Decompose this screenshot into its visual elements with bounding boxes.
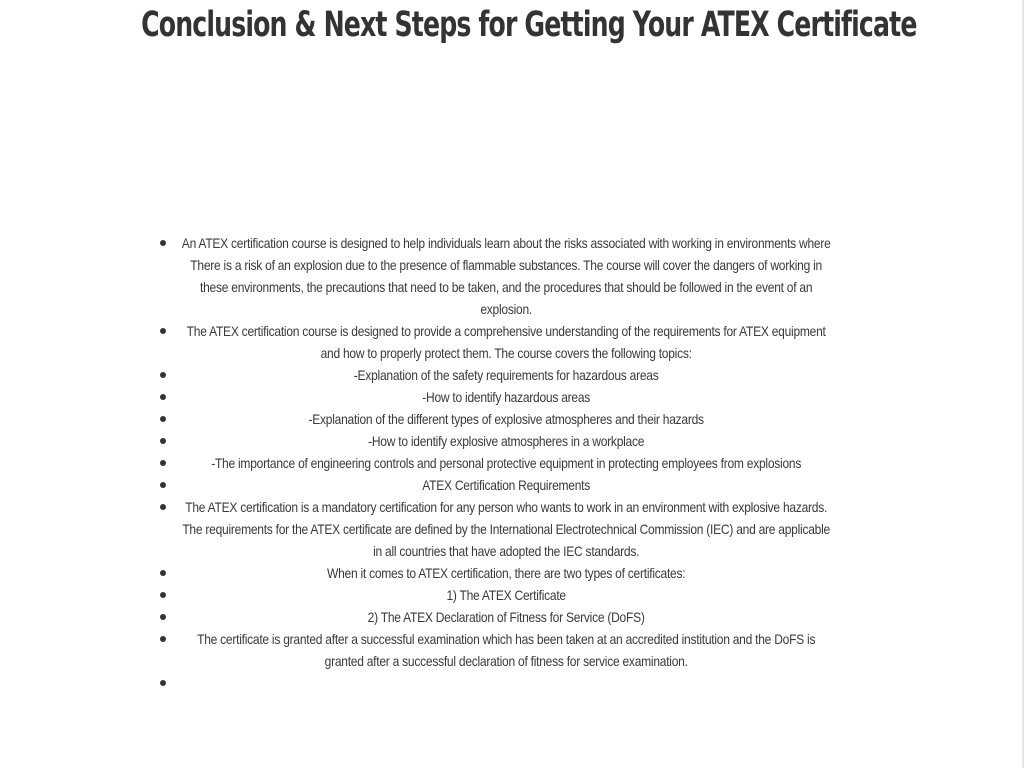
bullet-item xyxy=(180,232,832,320)
bullet-text: The ATEX certification course is designed to provide a comprehensive understanding of the requirements for ATEX equipment and how to properly protect them. The course covers the following topics: xyxy=(186,323,826,361)
bullet-item xyxy=(180,386,832,408)
bullet-item xyxy=(180,606,832,628)
bullet-text: -How to identify hazardous areas xyxy=(422,389,590,405)
bullet-text: 2) The ATEX Declaration of Fitness for Service (DoFS) xyxy=(367,609,645,625)
bullet-text: -Explanation of the different types of explosive atmospheres and their hazards xyxy=(308,411,704,427)
bullet-item xyxy=(180,408,832,430)
bullet-item-empty xyxy=(180,672,832,694)
bullet-item xyxy=(180,430,832,452)
bullet-dot-icon xyxy=(160,394,166,400)
bullet-dot-icon xyxy=(160,680,166,686)
bullet-text: An ATEX certification course is designed to help individuals learn about the risks associated with working in environments where There is a risk of an explosion due to the presence of flammable substances. The course will cover the dangers of working in these environments, the precautions that need to be taken, and the procedures that should be followed in the event of an explosion. xyxy=(181,235,831,317)
bullet-dot-icon xyxy=(160,482,166,488)
bullet-dot-icon xyxy=(160,592,166,598)
bullet-list xyxy=(180,232,832,694)
bullet-text: -How to identify explosive atmospheres in a workplace xyxy=(367,433,645,449)
bullet-text: When it comes to ATEX certification, there are two types of certificates: xyxy=(326,565,686,581)
bullet-item xyxy=(180,496,832,562)
bullet-item xyxy=(180,452,832,474)
bullet-item xyxy=(180,562,832,584)
bullet-dot-icon xyxy=(160,328,166,334)
bullet-item xyxy=(180,628,832,672)
bullet-text: -The importance of engineering controls and personal protective equipment in protecting employees from explosions xyxy=(211,455,801,471)
bullet-dot-icon xyxy=(160,636,166,642)
bullet-text: 1) The ATEX Certificate xyxy=(446,587,566,603)
bullet-dot-icon xyxy=(160,416,166,422)
slide-title: Conclusion & Next Steps for Getting Your ATEX Certificate xyxy=(141,5,917,45)
bullet-item xyxy=(180,584,832,606)
bullet-text: -Explanation of the safety requirements for hazardous areas xyxy=(353,367,659,383)
bullet-text: The certificate is granted after a successful examination which has been taken at an accredited institution and the DoFS is granted after a successful declaration of fitness for service examination. xyxy=(196,631,816,669)
bullet-dot-icon xyxy=(160,504,166,510)
bullet-dot-icon xyxy=(160,240,166,246)
bullet-text: ATEX Certification Requirements xyxy=(422,477,590,493)
bullet-item xyxy=(180,320,832,364)
bullet-dot-icon xyxy=(160,438,166,444)
bullet-dot-icon xyxy=(160,570,166,576)
bullet-dot-icon xyxy=(160,372,166,378)
bullet-dot-icon xyxy=(160,614,166,620)
bullet-item xyxy=(180,364,832,386)
bullet-text: The ATEX certification is a mandatory certification for any person who wants to work in an environment with explosive hazards. The requirements for the ATEX certificate are defined by the International Electrotechnical Commission (IEC) and are applicable in all countries that have adopted the IEC standards. xyxy=(182,499,830,559)
slide-content xyxy=(180,232,832,694)
bullet-dot-icon xyxy=(160,460,166,466)
bullet-item xyxy=(180,474,832,496)
